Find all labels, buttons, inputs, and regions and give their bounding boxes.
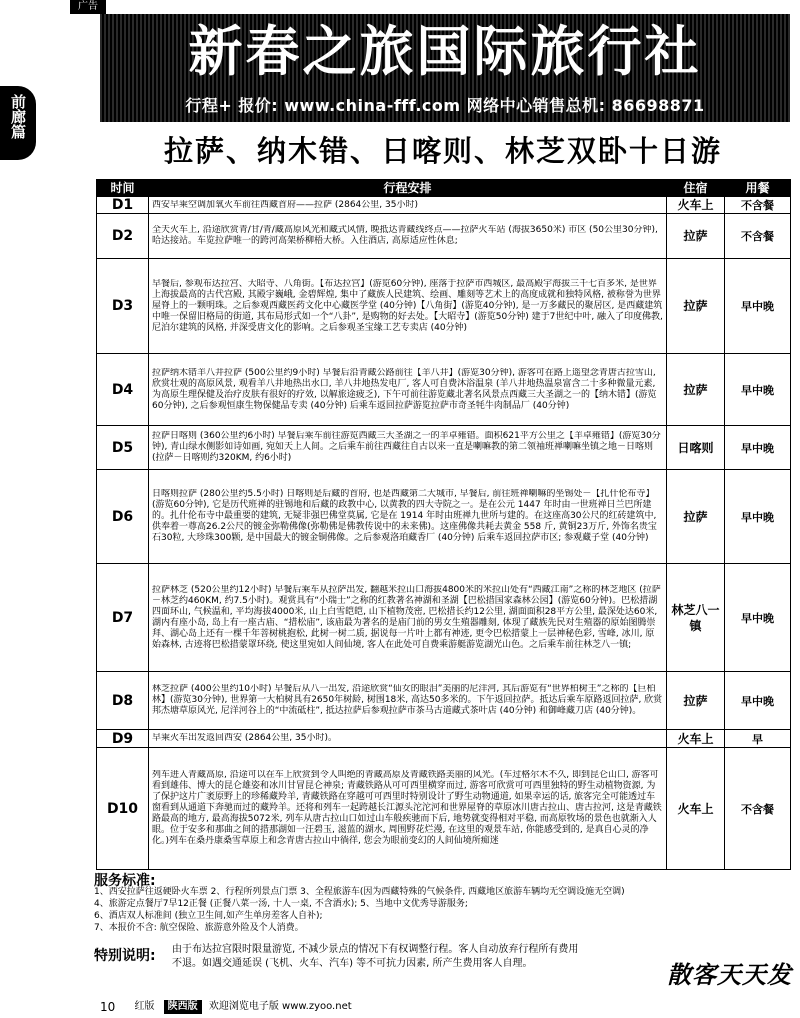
day-stay: 拉萨 — [667, 354, 725, 426]
day-desc: 拉萨林芝 (520公里约12小时) 早餐后乘车从拉萨出发, 翻越米拉山口海拔4800米的米拉山处有“西藏江南”之称的林芝地区 (拉萨－林芝约460KM, 约7.5小时)。观赏具有“小瑞士”之称的红教著名神湖和圣湖【巴松措国家森林公园】(游览60分钟)。巴松措湖四面环山, 气候温和, 平均海拔4000米, 山上白雪皑皑, 山下植物茂密, 巴松措长约12公里, 湖面面积28平方公里, 最深处达60米, 湖内有座小岛, 岛上有一座古庙、“措松庙”, 该庙最为著名的是庙门前的男女生殖器雕刻, 体现了藏族先民对生殖器的原始图腾崇拜、湖心岛上还有一棵千年菩树桃抱松, 此树一树二质, 据说每一片叶上都有神迹, 更令巴松措蒙上一层神秘色彩, 雪峰, 冰川, 原始森林, 古迹将巴松措蒙罩环绕, 使这里宛如人间仙境, 客人在此处可自费乘游艇游览湖光山色。之后乘车前往林芝八一镇; — [149, 564, 667, 672]
day-stay: 拉萨 — [667, 259, 725, 354]
table-row — [97, 214, 791, 259]
header-time: 时间 — [97, 180, 149, 197]
day-meal: 早 — [725, 730, 791, 748]
header — [0, 0, 800, 124]
day-desc: 早餐后, 参观布达拉宫、大昭寺、八角街。【布达拉宫】(游览60分钟), 座落于拉萨市西城区, 最高殿宇海拔三千七百多米, 是世界上海拔最高的古代宫殿, 其殿宇巍峨, 金碧辉煌, 集中了藏族人民建筑、绘画、雕刻等艺术上的高度成就和独特风格, 被称誉为世界屋脊上的一颗明珠。之后参观西藏医药文化中心藏医学堂 (40分钟)【八角街】(游览40分钟), 是一万多藏民的聚居区, 是西藏建筑中唯一保留旧格局的街道, 其布局形式如一个“八卦”, 是购物的好去处。【大昭寺】(游览50分钟) 建于7世纪中叶, 融入了印度佛教, 尼泊尔建筑的风格, 并深受唐文化的影响。之后参观圣宝缘工艺专卖店 (40分钟) — [149, 259, 667, 354]
table-row — [97, 197, 791, 214]
day-meal: 早中晚 — [725, 470, 791, 564]
edition-badge: 陕西版 — [164, 1000, 202, 1014]
day-label: D8 — [97, 672, 149, 730]
header-stay: 住宿 — [667, 180, 725, 197]
agency-title: 新春之旅国际旅行社 — [188, 20, 702, 83]
table-row — [97, 672, 791, 730]
header-meal: 用餐 — [725, 180, 791, 197]
day-label: D4 — [97, 354, 149, 426]
table-row — [97, 354, 791, 426]
table-row — [97, 470, 791, 564]
day-desc: 拉萨纳木错羊八井拉萨 (500公里约9小时) 早餐后沿青藏公路前往【羊八井】(游览30分钟), 游客可在路上遥望念青唐古拉雪山, 欣赏壮观的高原风景, 观看羊八井地热出水口, 羊八井地热发电厂, 客人可自费沐浴温泉 (羊八井地热温泉富含二十多种微量元素, 为高原生理保健及治疗皮肤有很好的疗效, 以解旅途疲乏), 下午可前往游览藏北著名风景点西藏三大圣湖之一的【纳木错】(游览60分钟), 之后参观恒康生物保健品专卖 (40分钟) 后乘车返回拉萨游览拉萨市奇圣牦牛肉制品厂 (40分钟) — [149, 354, 667, 426]
day-stay: 拉萨 — [667, 470, 725, 564]
day-label: D6 — [97, 470, 149, 564]
note-text: 由于布达拉宫限时限量游览, 不减少景点的情况下有权调整行程。客人自动放弃行程所有费用不退。如遇交通延误 (飞机、火车、汽车) 等不可抗力因素, 所产生费用客人自理。 — [172, 944, 579, 969]
day-label: D5 — [97, 426, 149, 470]
services-title: 服务标准: — [94, 873, 156, 889]
day-desc: 拉萨日喀则 (360公里约6小时) 早餐后乘车前往游览西藏三大圣湖之一的羊卓雍错。面积621平方公里之【羊卓雍错】(游览30分钟), 青山绿水侧影如诗如画, 宛如天上人间。之后乘车前往西藏往自古以来一直是喇嘛教的第二领袖班禅喇嘛坐镇之地－日喀则 (拉萨－日喀则约320KM, 约6小时) — [149, 426, 667, 470]
table-row — [97, 259, 791, 354]
section-tab: 前廊篇 — [0, 86, 36, 160]
day-desc: 全天火车上, 沿途欣赏青/甘/青/藏高原风光和藏式风情, 晚抵达青藏线终点——拉萨火车站 (海拔3650米) 市区 (50公里30分钟), 哈达接站。车览拉萨唯一的跨河高架桥柳梧大桥。入住酒店, 高原适应性休息; — [149, 214, 667, 259]
day-desc: 早乘火车出发返回西安 (2864公里, 35小时)。 — [149, 730, 667, 748]
day-label: D7 — [97, 564, 149, 672]
note-title: 特别说明: — [94, 948, 156, 964]
table-row — [97, 564, 791, 672]
table-header-row — [97, 180, 791, 197]
day-stay: 火车上 — [667, 730, 725, 748]
day-stay: 拉萨 — [667, 672, 725, 730]
footer-text: 欢迎浏览电子版 www.zyoo.net — [208, 1001, 352, 1012]
services-list — [94, 886, 794, 934]
day-meal: 早中晚 — [725, 259, 791, 354]
service-item: 7、本报价不含: 航空保险、旅游意外险及个人消费。 — [94, 923, 304, 933]
itinerary-table — [96, 179, 791, 870]
header-schedule: 行程安排 — [149, 180, 667, 197]
day-stay: 火车上 — [667, 748, 725, 870]
edition-label: 红版 — [134, 1001, 155, 1012]
day-desc: 林芝拉萨 (400公里约10小时) 早餐后从八一出发, 沿途欣赏“仙女的眼泪”美丽的尼洋河, 其后游览有“世界柏树王”之称的【巨柏林】(游览30分钟), 世界第一大柏树具有2650年树龄, 树围18米, 高达50多米的。下午返回拉萨。抵达后乘车原路返回拉萨, 欣赏邦杰塘草原风光, 尼洋河谷上的“中流砥柱”, 抵达拉萨后参观拉萨市茶马古道藏式茶叶店 (40分钟) 和御峰藏刀店 (40分钟)。 — [149, 672, 667, 730]
service-item: 4、旅游定点餐厅7早12正餐 (正餐八菜一汤, 十人一桌, 不含酒水); 5、当地中文优秀导游服务; — [94, 899, 468, 909]
table-row — [97, 748, 791, 870]
table-row — [97, 426, 791, 470]
day-stay: 火车上 — [667, 197, 725, 214]
day-meal: 不含餐 — [725, 197, 791, 214]
day-label: D10 — [97, 748, 149, 870]
ad-tag: 广告 — [70, 0, 106, 14]
day-meal: 早中晚 — [725, 672, 791, 730]
day-stay: 林芝八一镇 — [667, 564, 725, 672]
day-meal: 不含餐 — [725, 748, 791, 870]
day-desc: 列车进入青藏高原, 沿途可以在车上欣赏到令人叫绝的青藏高原及青藏铁路美丽的风光。(车过格尔木不久, 即到昆仑山口, 游客可看到雄伟、博大的昆仑雄姿和冰川甘冒昆仑神泉; 青藏铁路从可可西里横穿而过, 游客可欣赏可可西里独特的野生动植物资源, 为了保护这片广袤原野上的珍稀藏羚羊, 青藏铁路在穿越可可西里时特别设计了野生动物通道, 如果幸运的话, 旅客完全可能透过车窗看到从通道下奔驰而过的藏羚羊。还将和列车一起跨越长江源头沱沱河和世界屋脊的草原冰川唐古拉山、唐古拉河, 这是青藏铁路最高的地方, 最高海拔5072米, 列车从唐古拉山口如过山车般疾驰而下后, 地势就变得相对平稳, 而高原牧场的景色也就渐入人眼。位于安多和那曲之间的措那湖如一汪碧玉, 滋蓝的湖水, 周围野花烂漫, 在这里的观景车站, 你能感受到的, 是真自心灵的净化。)列车在桑丹康桑雪草原上和念青唐古拉山中徜徉, 您会为眼前变幻的人间仙境所痴迷 — [149, 748, 667, 870]
day-desc: 日喀则拉萨 (280公里约5.5小时) 日喀则是后藏的首府, 也是西藏第二大城市, 早餐后, 前往班禅喇嘛的坐锡处－【扎什伦布寺】(游览60分钟), 它是历代班禅的驻锡地和后藏的政教中心, 以黄教的四大寺院之一。是在公元 1447 年时由一世班禅日兰巴所建的。扎什伦布寺中最重要的建筑, 无疑非强巴佛堂莫属, 它是在 1914 年时由班禅九世所与建的。在这座高30公尺的红砖建筑中, 供奉着一尊高26.2公尺的镀金弥勒佛像(弥勒佛是佛教传说中的未来佛)。这座佛像共耗去黄金 558 斤, 黄铜23万斤, 外饰名贵宝石30粒, 大珍珠300颗, 是中国最大的镀金铜佛像。之后参观洛珀藏香厂 (40分钟) 后乘车返回拉萨市区; 参观藏子堂 (40分钟) — [149, 470, 667, 564]
day-label: D3 — [97, 259, 149, 354]
table-row — [97, 730, 791, 748]
day-label: D9 — [97, 730, 149, 748]
day-label: D2 — [97, 214, 149, 259]
route-title: 拉萨、纳木错、日喀则、林芝双卧十日游 — [163, 134, 722, 168]
service-item: 1、西安拉萨往返硬卧火车票 2、行程所列景点门票 3、全程旅游车(因为西藏特殊的气候条件, 西藏地区旅游车辆均无空调设施无空调) — [94, 887, 625, 897]
footer — [100, 998, 352, 1016]
page-number: 10 — [100, 1000, 116, 1014]
day-meal: 早中晚 — [725, 564, 791, 672]
day-desc: 西安早乘空调加氧火车前往西藏首府——拉萨 (2864公里, 35小时) — [149, 197, 667, 214]
slogan: 散客天天发 — [667, 961, 792, 989]
day-stay: 拉萨 — [667, 214, 725, 259]
service-item: 6、酒店双人标准间 (独立卫生间,如产生单房差客人自补); — [94, 911, 323, 921]
day-meal: 早中晚 — [725, 426, 791, 470]
day-stay: 日喀则 — [667, 426, 725, 470]
contact-line: 行程+ 报价: www.china-fff.com 网络中心销售总机: 86698871 — [185, 96, 705, 115]
day-label: D1 — [97, 197, 149, 214]
day-meal: 早中晚 — [725, 354, 791, 426]
day-meal: 不含餐 — [725, 214, 791, 259]
